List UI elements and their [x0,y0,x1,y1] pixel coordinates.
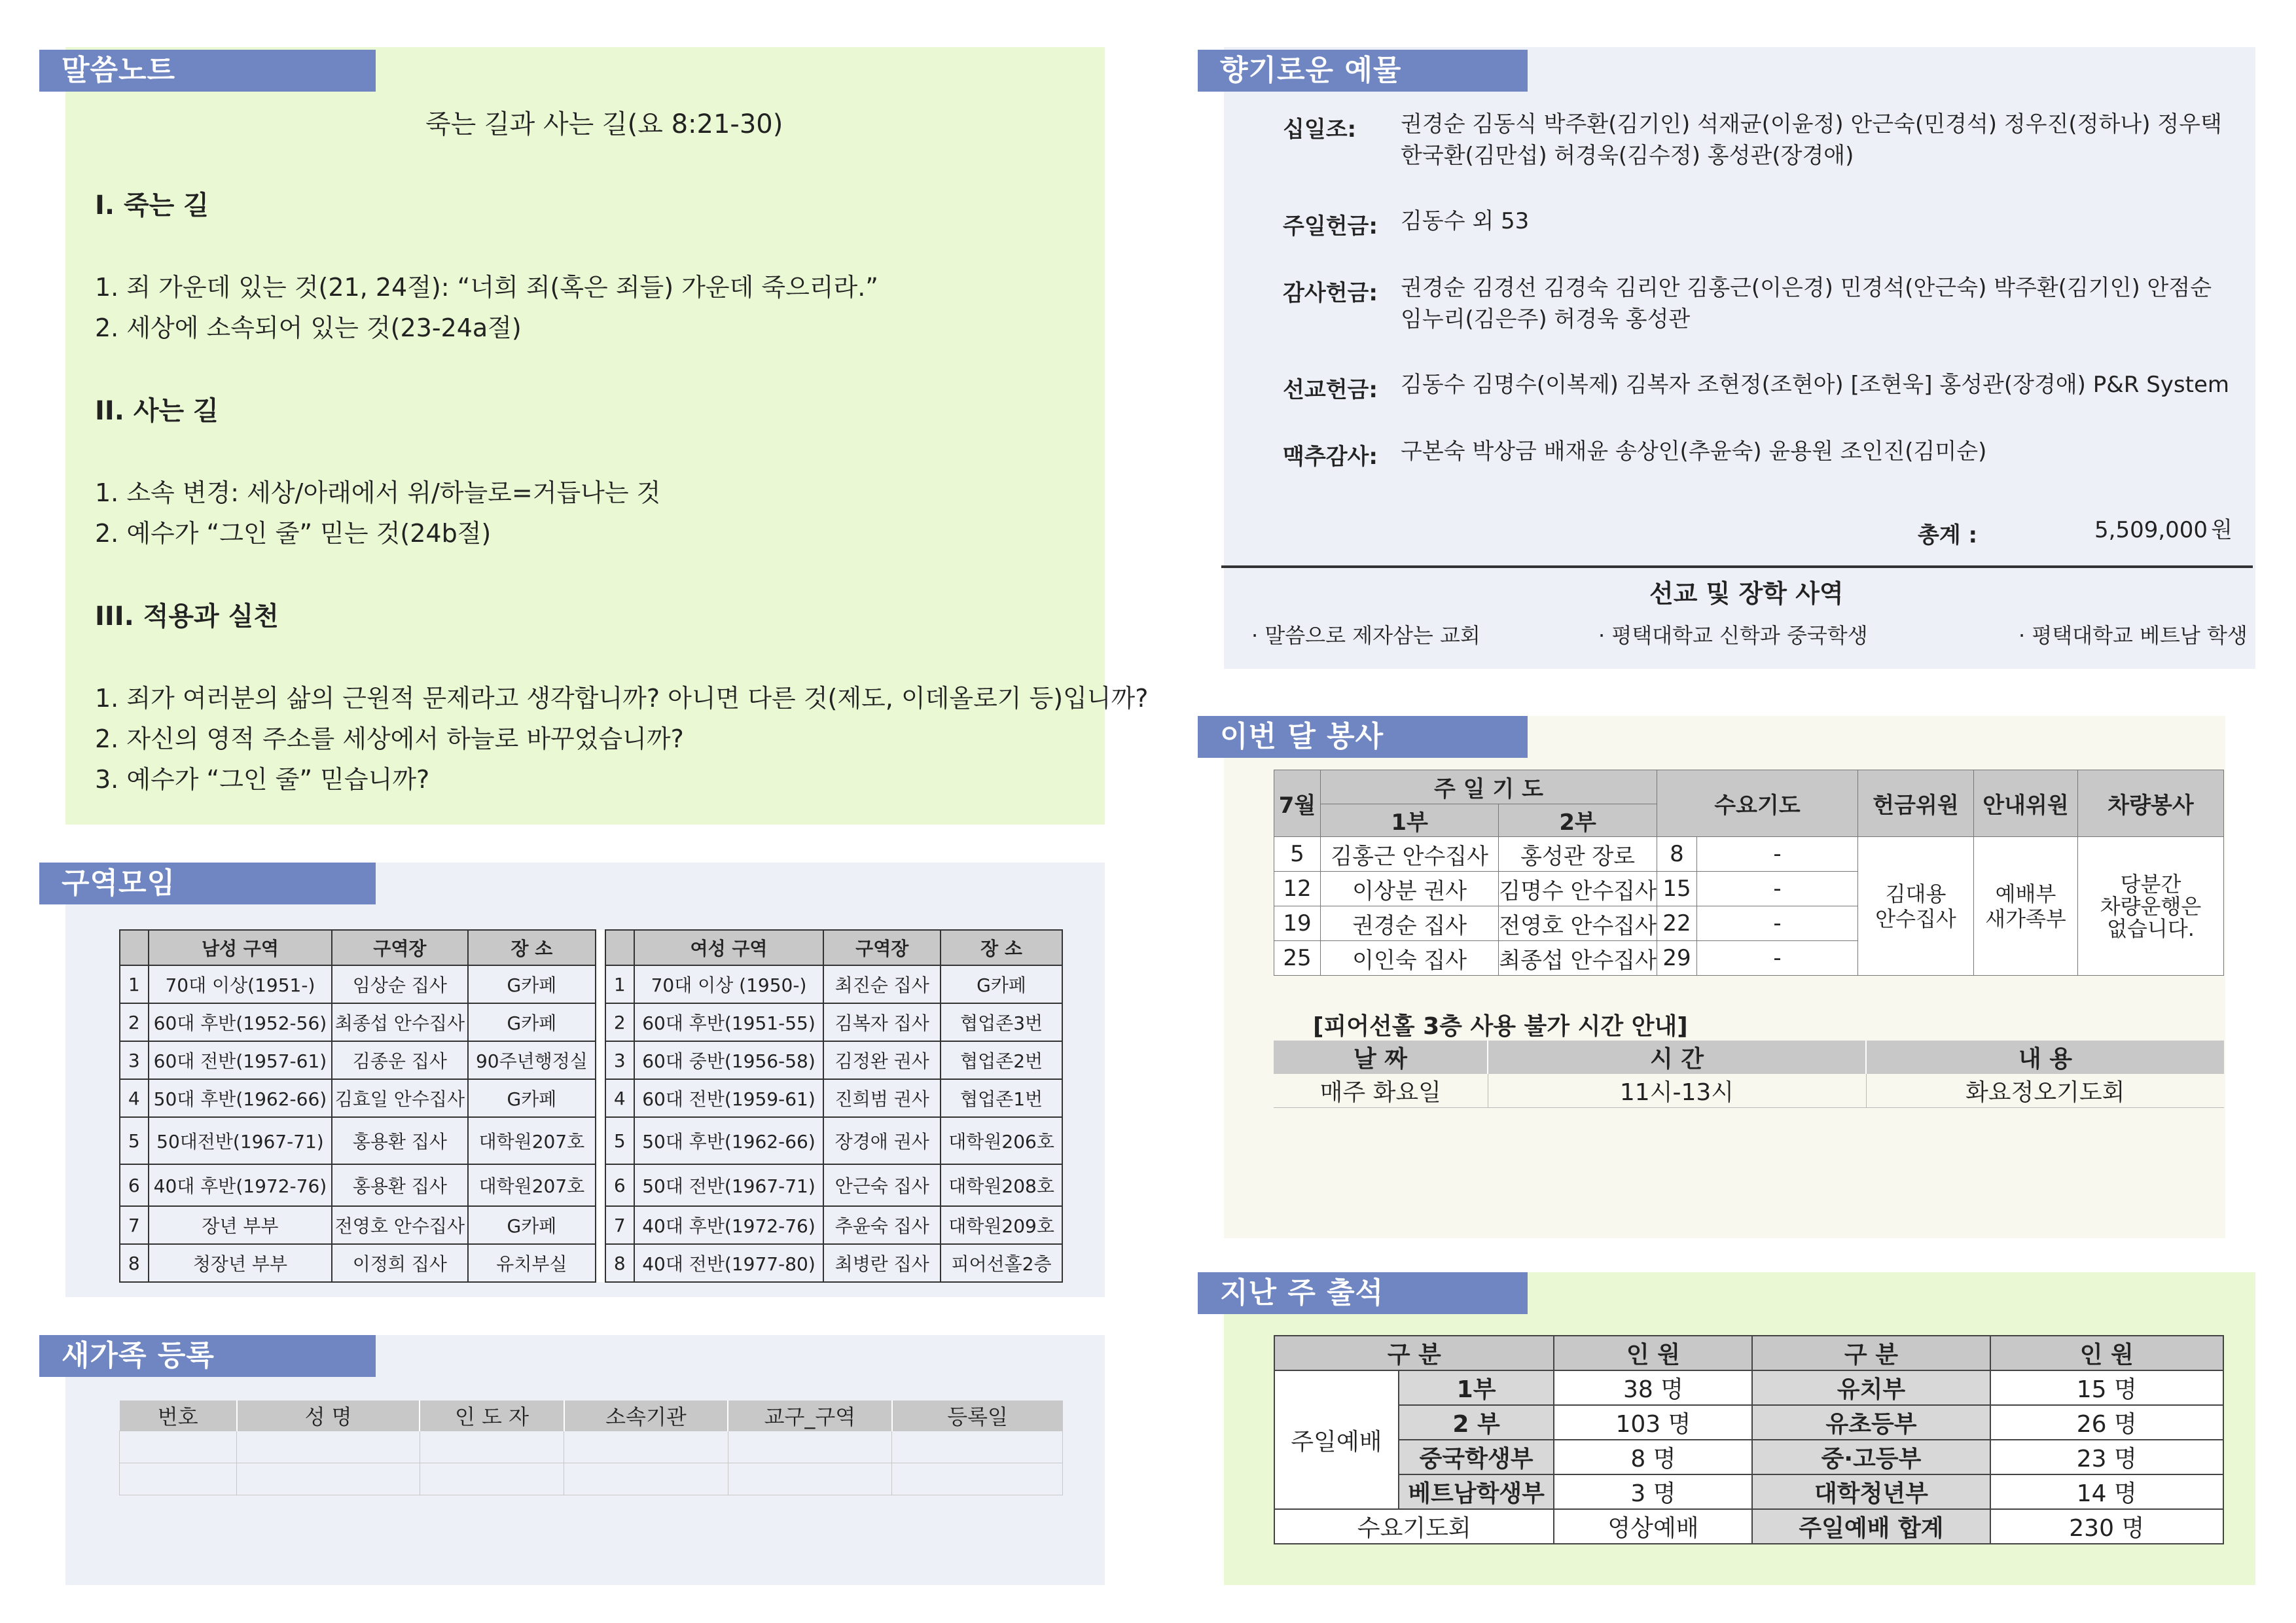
table-row [1274,1440,2223,1474]
cell-text-line: 안수집사 [1875,906,1956,931]
table-cell: 8 [1657,837,1697,872]
table-cell [596,1164,605,1206]
sermon-title: 죽는 길과 사는 길(요 8:21-30) [425,109,783,139]
table-cell: 진희범 권사 [823,1079,941,1117]
table-cell: 협업존1번 [941,1079,1062,1117]
table-cell: G카페 [468,1079,596,1117]
table-cell: 90주년행정실 [468,1041,596,1079]
table-cell: 40대 전반(1977-80) [634,1244,824,1282]
section-1-item: 1. 죄 가운데 있는 것(21, 24절): “너희 죄(혹은 죄들) 가운데 죽으리라.” [95,273,878,302]
offering-label: 맥추감사: [1283,444,1378,470]
table-cell: 안근숙 집사 [823,1164,941,1206]
table-cell [237,1463,420,1495]
newfamily-table [119,1400,1063,1495]
table-cell: 8 [120,1244,149,1282]
table-cell: 29 [1657,941,1697,976]
total-label: 총계 : [1918,522,1978,548]
mission-title: 선교 및 장학 사역 [1649,579,1844,608]
table-cell: 대학원208호 [941,1164,1062,1206]
female-district-column: 여성 구역 [634,930,824,965]
sunday-total-value: 230 명 [1990,1509,2224,1544]
cell-text-line: 예배부 [1995,881,2056,906]
table-cell: - [1697,872,1858,906]
sunday-worship-group: 주일예배 [1274,1370,1399,1509]
table-cell: 50대 전반(1967-71) [634,1164,824,1206]
table-cell: 26 명 [1990,1405,2224,1440]
table-cell: 38 명 [1554,1370,1752,1405]
table-cell: 유치부 [1752,1370,1990,1405]
table-cell: 8 명 [1554,1440,1752,1474]
part-1-heading: 1부 [1321,804,1499,837]
wednesday-prayer-label: 수요기도회 [1274,1509,1554,1544]
table-cell: 유초등부 [1752,1405,1990,1440]
table-row [120,1117,1062,1164]
table-cell: 50대 후반(1962-66) [634,1117,824,1164]
table-cell: 중·고등부 [1752,1440,1990,1474]
table-cell: 3 [120,1041,149,1079]
table-cell: 22 [1657,906,1697,941]
table-cell: 최종섭 안수집사 [332,1003,467,1041]
male-place-column: 장 소 [468,930,596,965]
offering-label: 주일헌금: [1283,213,1378,240]
table-cell: 김명수 안수집사 [1499,872,1657,906]
offering-label: 십일조: [1283,116,1357,143]
mission-item: · 평택대학교 신학과 중국학생 [1598,623,1868,648]
offering-names: 한국환(김만섭) 허경욱(김수정) 홍성관(장경애) [1401,143,1854,169]
cell-text-line: 새가족부 [1985,906,2066,931]
table-cell: 김효일 안수집사 [332,1079,467,1117]
section-3-item: 1. 죄가 여러분의 삶의 근원적 문제라고 생각합니까? 아니면 다른 것(제도, 이데올로기 등)입니까? [95,684,1149,713]
table-cell: 1부 [1399,1370,1554,1405]
table-cell: 3 [605,1041,634,1079]
column-organization: 소속기관 [564,1400,728,1431]
section-1-heading: I. 죽는 길 [95,190,209,221]
table-cell: 전영호 안수집사 [332,1206,467,1244]
table-cell: 70대 이상(1951-) [149,965,332,1003]
table-cell: 임상순 집사 [332,965,467,1003]
column-count: 인 원 [1554,1336,1752,1370]
table-cell [120,1431,237,1463]
table-cell [237,1431,420,1463]
offering-committee-heading: 헌금위원 [1858,770,1974,837]
table-cell: 권경순 집사 [1321,906,1499,941]
table-cell: 2 부 [1399,1405,1554,1440]
section-3-item: 3. 예수가 “그인 줄” 믿습니까? [95,765,430,794]
wednesday-prayer-value: 영상예배 [1554,1509,1752,1544]
table-cell [892,1431,1063,1463]
female-leader-column: 구역장 [823,930,941,965]
section-3-heading: III. 적용과 실천 [95,601,279,632]
table-cell [564,1463,728,1495]
table-cell: 이인숙 집사 [1321,941,1499,976]
column-time: 시 간 [1488,1041,1866,1074]
offering-header: 향기로운 예물 [1198,50,1528,92]
offering-label: 선교헌금: [1283,377,1378,403]
newfamily-table-header [120,1400,1063,1431]
district-header: 구역모임 [39,863,376,904]
table-cell: 장년 부부 [149,1206,332,1244]
car-service-heading: 차량봉사 [2078,770,2224,837]
attendance-header: 지난 주 출석 [1198,1272,1528,1314]
offering-committee-person [1858,837,1974,976]
column-guide: 인 도 자 [420,1400,564,1431]
restriction-title: [피어선홀 3층 사용 불가 시간 안내] [1313,1013,1688,1040]
table-cell [420,1463,564,1495]
table-cell [892,1463,1063,1495]
table-cell [596,1041,605,1079]
table-gap [596,930,605,965]
table-row [1274,837,2224,872]
table-cell: 대학원206호 [941,1117,1062,1164]
table-row [120,1244,1062,1282]
mission-item: · 말씀으로 제자삼는 교회 [1251,623,1480,648]
table-cell: 3 명 [1554,1474,1752,1509]
female-number-column [605,930,634,965]
restriction-table [1274,1041,2224,1108]
table-cell: 홍성관 장로 [1499,837,1657,872]
table-row [120,1003,1062,1041]
table-cell: 7 [120,1206,149,1244]
table-cell: 23 명 [1990,1440,2224,1474]
column-number: 번호 [120,1400,237,1431]
table-cell: 김정완 권사 [823,1041,941,1079]
table-cell: 40대 후반(1972-76) [634,1206,824,1244]
table-cell: - [1697,837,1858,872]
table-cell: 15 명 [1990,1370,2224,1405]
column-content: 내 용 [1866,1041,2224,1074]
male-number-column [120,930,149,965]
table-row [120,1041,1062,1079]
table-cell: 장경애 권사 [823,1117,941,1164]
table-cell: 김홍근 안수집사 [1321,837,1499,872]
table-cell: 70대 이상 (1950-) [634,965,824,1003]
table-cell: 6 [120,1164,149,1206]
attendance-table [1274,1335,2224,1544]
table-row [120,965,1062,1003]
table-cell [596,1117,605,1164]
table-cell: 4 [120,1079,149,1117]
offering-divider [1221,565,2253,568]
attendance-header-row [1274,1336,2223,1370]
table-row [120,1164,1062,1206]
table-cell: 5 [1274,837,1321,872]
table-cell: 이정희 집사 [332,1244,467,1282]
table-row [1274,1509,2223,1544]
table-cell: 이상분 권사 [1321,872,1499,906]
total-unit: 원 [2211,517,2233,543]
table-cell: 화요정오기도회 [1866,1074,2224,1108]
newfamily-header: 새가족 등록 [39,1335,376,1377]
male-leader-column: 구역장 [332,930,467,965]
part-2-heading: 2부 [1499,804,1657,837]
column-category: 구 분 [1274,1336,1554,1370]
female-place-column: 장 소 [941,930,1062,965]
column-district: 교구_구역 [728,1400,892,1431]
table-cell [420,1431,564,1463]
district-table [119,929,1063,1283]
table-cell: 5 [605,1117,634,1164]
table-cell: 60대 후반(1951-55) [634,1003,824,1041]
table-cell: 유치부실 [468,1244,596,1282]
table-cell: 15 [1657,872,1697,906]
section-2-item: 2. 예수가 “그인 줄” 믿는 것(24b절) [95,519,492,548]
table-cell: 1 [120,965,149,1003]
table-cell: 2 [605,1003,634,1041]
sermon-header: 말씀노트 [39,50,376,92]
table-cell: 60대 전반(1959-61) [634,1079,824,1117]
sunday-total-label: 주일예배 합계 [1752,1509,1990,1544]
section-3-item: 2. 자신의 영적 주소를 세상에서 하늘로 바꾸었습니까? [95,724,684,753]
table-cell [596,1206,605,1244]
table-cell: G카페 [468,1206,596,1244]
table-cell: 103 명 [1554,1405,1752,1440]
table-cell: 5 [120,1117,149,1164]
cell-text-line: 당분간 [2120,871,2181,897]
district-table-header [120,930,1062,965]
table-row [120,1206,1062,1244]
male-district-column: 남성 구역 [149,930,332,965]
month-cell: 7월 [1274,770,1321,837]
car-service-note [2078,837,2224,976]
section-2-item: 1. 소속 변경: 세상/아래에서 위/하늘로=거듭나는 것 [95,478,661,507]
table-cell: 홍용환 집사 [332,1164,467,1206]
table-cell: G카페 [941,965,1062,1003]
table-cell [596,1079,605,1117]
table-cell: 김복자 집사 [823,1003,941,1041]
table-cell: 대학원207호 [468,1117,596,1164]
cell-text-line: 없습니다. [2107,916,2195,941]
table-cell: G카페 [468,1003,596,1041]
table-cell: 60대 중반(1956-58) [634,1041,824,1079]
table-cell: 추윤숙 집사 [823,1206,941,1244]
table-cell: 8 [605,1244,634,1282]
table-row [1274,1474,2223,1509]
offering-names: 구본숙 박상금 배재윤 송상인(추윤숙) 윤용원 조인진(김미순) [1401,438,1987,465]
table-cell: 홍용환 집사 [332,1117,467,1164]
table-cell: 50대 후반(1962-66) [149,1079,332,1117]
restriction-header-row [1274,1041,2224,1074]
table-cell: 25 [1274,941,1321,976]
table-cell: 6 [605,1164,634,1206]
table-cell: 7 [605,1206,634,1244]
table-cell: 최진순 집사 [823,965,941,1003]
table-cell [596,1244,605,1282]
table-row [1274,1370,2223,1405]
offering-names: 김동수 김명수(이복제) 김복자 조현정(조현아) [조현욱] 홍성관(장경애) P&R System [1401,372,2229,398]
mission-item: · 평택대학교 베트남 학생 [2018,623,2248,648]
section-2-heading: II. 사는 길 [95,396,219,426]
table-cell: 1 [605,965,634,1003]
offering-names: 임누리(김은주) 허경욱 홍성관 [1401,306,1691,332]
table-cell: 50대전반(1967-71) [149,1117,332,1164]
table-cell: 2 [120,1003,149,1041]
table-cell: 14 명 [1990,1474,2224,1509]
column-date: 등록일 [892,1400,1063,1431]
table-cell: 최병란 집사 [823,1244,941,1282]
table-cell: - [1697,906,1858,941]
table-row [120,1431,1063,1463]
offering-names: 권경순 김경선 김경숙 김리안 김홍근(이은경) 민경석(안근숙) 박주환(김기인) 안점순 [1401,275,2212,301]
table-row [1274,1074,2224,1108]
column-name: 성 명 [237,1400,420,1431]
cell-text-line: 김대용 [1885,881,1946,906]
table-cell: 베트남학생부 [1399,1474,1554,1509]
column-count: 인 원 [1990,1336,2224,1370]
total-value: 5,509,000 [2094,517,2208,543]
table-cell [728,1463,892,1495]
table-cell: 대학원209호 [941,1206,1062,1244]
sunday-prayer-heading: 주 일 기 도 [1321,770,1657,804]
service-table [1274,770,2224,976]
table-cell: 전영호 안수집사 [1499,906,1657,941]
table-cell: 11시-13시 [1488,1074,1866,1108]
table-cell [120,1463,237,1495]
table-cell [564,1431,728,1463]
offering-names: 권경순 김동식 박주환(김기인) 석재균(이윤정) 안근숙(민경석) 정우진(정하나) 정우택 [1401,111,2222,137]
section-1-item: 2. 세상에 소속되어 있는 것(23-24a절) [95,313,522,342]
table-cell: 중국학생부 [1399,1440,1554,1474]
table-cell: 청장년 부부 [149,1244,332,1282]
table-cell: 60대 후반(1952-56) [149,1003,332,1041]
table-cell: G카페 [468,965,596,1003]
column-category: 구 분 [1752,1336,1990,1370]
table-cell: - [1697,941,1858,976]
offering-names: 김동수 외 53 [1401,208,1530,234]
table-cell: 김종운 집사 [332,1041,467,1079]
table-cell: 대학원207호 [468,1164,596,1206]
table-row [120,1463,1063,1495]
cell-text-line: 차량운행은 [2100,893,2202,919]
usher-heading: 안내위원 [1974,770,2078,837]
usher-person [1974,837,2078,976]
table-cell [596,1003,605,1041]
table-cell: 대학청년부 [1752,1474,1990,1509]
table-cell: 19 [1274,906,1321,941]
service-header: 이번 달 봉사 [1198,716,1528,758]
service-header-row [1274,770,2224,804]
table-row [120,1079,1062,1117]
wednesday-prayer-heading: 수요기도 [1657,770,1858,837]
table-cell: 4 [605,1079,634,1117]
table-cell [728,1431,892,1463]
offering-label: 감사헌금: [1283,280,1378,306]
table-cell: 40대 후반(1972-76) [149,1164,332,1206]
table-cell: 협업존2번 [941,1041,1062,1079]
table-cell: 협업존3번 [941,1003,1062,1041]
table-cell [596,965,605,1003]
table-cell: 매주 화요일 [1274,1074,1488,1108]
table-cell: 피어선홀2층 [941,1244,1062,1282]
table-cell: 12 [1274,872,1321,906]
table-row [1274,1405,2223,1440]
table-cell: 60대 전반(1957-61) [149,1041,332,1079]
table-cell: 최종섭 안수집사 [1499,941,1657,976]
column-date: 날 짜 [1274,1041,1488,1074]
